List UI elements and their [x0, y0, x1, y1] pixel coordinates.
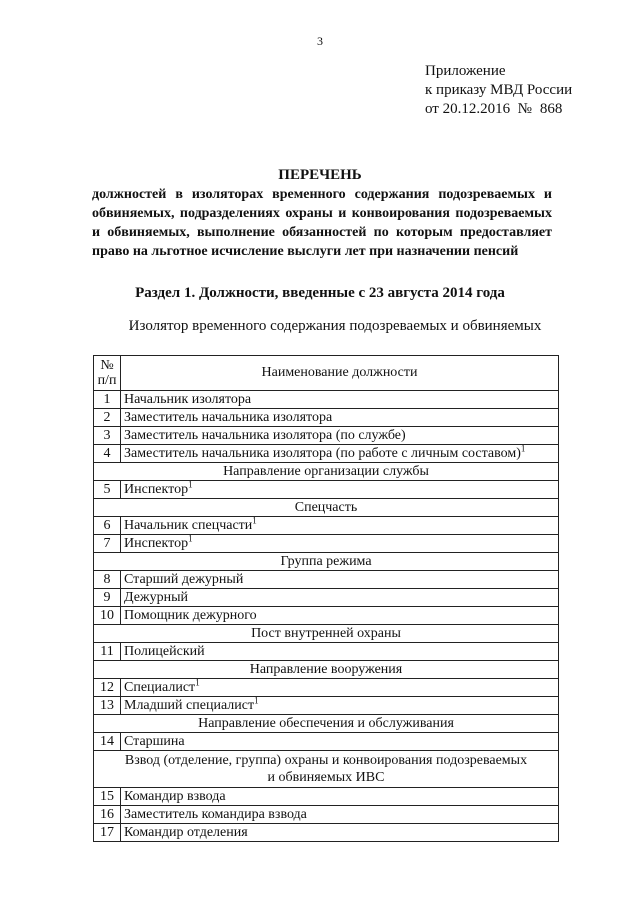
table-group-row: [94, 625, 559, 643]
group-title: Спецчасть: [94, 499, 559, 517]
table-row: [94, 427, 559, 445]
footnote-marker: 1: [195, 676, 200, 687]
position-name-cell: [121, 733, 559, 751]
row-number: 7: [94, 535, 121, 553]
positions-table: [93, 355, 559, 842]
position-name: Заместитель начальника изолятора (по службе): [124, 427, 406, 443]
row-number: 2: [94, 409, 121, 427]
table-row: [94, 445, 559, 463]
header-number-line2: п/п: [97, 373, 117, 388]
position-name-cell: [121, 442, 559, 463]
table-row: [94, 733, 559, 751]
position-name: Инспектор: [124, 535, 189, 551]
table-caption: Изолятор временного содержания подозреваемых и обвиняемых: [128, 318, 542, 334]
footnote-marker: 1: [252, 514, 257, 525]
row-number: 14: [94, 733, 121, 751]
row-number: 9: [94, 589, 121, 607]
group-title: [94, 751, 559, 788]
table-row: [94, 535, 559, 553]
header-name-cell: Наименование должности: [121, 356, 559, 391]
position-name-cell: [121, 694, 559, 715]
table-row: [94, 697, 559, 715]
document-title: ПЕРЕЧЕНЬ: [278, 167, 362, 183]
position-name-cell: [121, 824, 559, 842]
row-number: 10: [94, 607, 121, 625]
footnote-marker: 1: [188, 478, 193, 489]
position-name: Специалист: [124, 679, 196, 695]
footnote-marker: 1: [254, 694, 259, 705]
section-heading: Раздел 1. Должности, введенные с 23 августа 2014 года: [135, 285, 505, 301]
position-name: Заместитель начальника изолятора (по работе с личным составом): [124, 445, 521, 461]
row-number: 16: [94, 806, 121, 824]
order-date: от 20.12.2016: [425, 101, 511, 117]
table-row: [94, 788, 559, 806]
row-number: 13: [94, 697, 121, 715]
appendix-line-3: [425, 100, 572, 119]
row-number: 12: [94, 679, 121, 697]
position-name-cell: [121, 589, 559, 607]
row-number: 17: [94, 824, 121, 842]
table-row: [94, 589, 559, 607]
position-name: Старшина: [124, 733, 185, 749]
group-title: Пост внутренней охраны: [94, 625, 559, 643]
number-sign: №: [517, 101, 532, 117]
table-group-row: [94, 661, 559, 679]
position-name-cell: [121, 788, 559, 806]
position-name: Заместитель командира взвода: [124, 806, 307, 822]
appendix-line-2: к приказу МВД России: [425, 82, 573, 98]
position-name-cell: [121, 532, 559, 553]
position-name-cell: [121, 478, 559, 499]
appendix-line-1: Приложение: [425, 63, 506, 79]
position-name-cell: [121, 409, 559, 427]
table-row: [94, 824, 559, 842]
table-row: [94, 571, 559, 589]
position-name-cell: [121, 806, 559, 824]
footnote-marker: 1: [520, 442, 526, 453]
position-name: Старший дежурный: [124, 571, 244, 587]
position-name: Командир взвода: [124, 788, 226, 804]
header-number-line1: №: [100, 358, 114, 373]
table-row: [94, 391, 559, 409]
row-number: 5: [94, 481, 121, 499]
table-row: [94, 517, 559, 535]
row-number: 3: [94, 427, 121, 445]
position-name-cell: [121, 643, 559, 661]
table-group-row: [94, 553, 559, 571]
position-name-cell: [121, 607, 559, 625]
header-number-cell: [94, 356, 121, 391]
table-group-row: [94, 751, 559, 788]
row-number: 11: [94, 643, 121, 661]
footnote-marker: 1: [188, 532, 193, 543]
position-name-cell: [121, 391, 559, 409]
position-name: Младший специалист: [124, 697, 255, 713]
position-name-cell: [121, 427, 559, 445]
table-row: [94, 481, 559, 499]
table-row: [94, 643, 559, 661]
position-name: Заместитель начальника изолятора: [124, 409, 333, 425]
position-name: Полицейский: [124, 643, 205, 659]
order-number: 868: [539, 101, 563, 117]
group-title-line2: и обвиняемых ИВС: [267, 770, 385, 785]
position-name: Начальник изолятора: [124, 391, 252, 407]
group-title: Направление вооружения: [94, 661, 559, 679]
group-title: Направление обеспечения и обслуживания: [94, 715, 559, 733]
document-subtitle: должностей в изоляторах временного содержания подозреваемых и обвиняемых, подразделениях охраны и конвоирования подозреваемых и обвиняемых, выполнение обязанностей по которым предоставляет право на льготное исчисление выслуги лет при назначении пенсий: [92, 187, 552, 259]
position-name-cell: [121, 514, 559, 535]
group-title: Направление организации службы: [94, 463, 559, 481]
row-number: 4: [94, 445, 121, 463]
position-name-cell: [121, 676, 559, 697]
table-row: [94, 409, 559, 427]
table-group-row: [94, 715, 559, 733]
position-name: Помощник дежурного: [124, 607, 257, 623]
position-name: Командир отделения: [124, 824, 248, 840]
group-title: Группа режима: [94, 553, 559, 571]
table-row: [94, 607, 559, 625]
group-title-line1: Взвод (отделение, группа) охраны и конвоирования подозреваемых: [124, 753, 528, 768]
table-row: [94, 679, 559, 697]
table-header-row: [94, 356, 559, 391]
table-row: [94, 806, 559, 824]
table-group-row: [94, 463, 559, 481]
appendix-block: [425, 62, 572, 119]
position-name: Дежурный: [124, 589, 188, 605]
row-number: 8: [94, 571, 121, 589]
row-number: 15: [94, 788, 121, 806]
row-number: 1: [94, 391, 121, 409]
position-name: Инспектор: [124, 481, 189, 497]
table-group-row: [94, 499, 559, 517]
row-number: 6: [94, 517, 121, 535]
table-body: [94, 391, 559, 842]
position-name: Начальник спецчасти: [124, 517, 253, 533]
position-name-cell: [121, 571, 559, 589]
page-number: 3: [317, 34, 323, 48]
